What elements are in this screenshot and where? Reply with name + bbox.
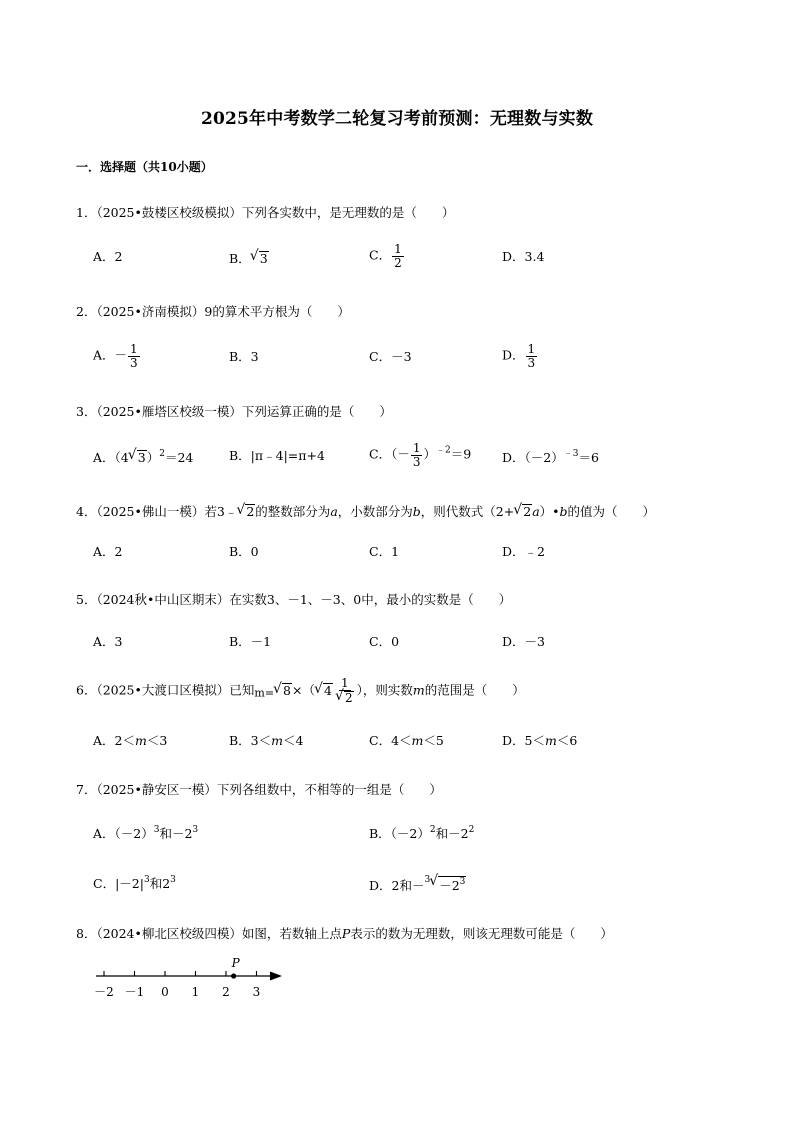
q1-option-d: D．3.4	[502, 249, 545, 264]
q7-option-b: B．$(-2)^2$和$-2^2$	[369, 825, 475, 841]
q3-option-d: D．$(-2)^{﹣3}=6$	[502, 449, 599, 465]
q5-option-b: B．－1	[229, 634, 272, 649]
q7-option-c: C．$|-2|^3$和$2^3$	[93, 875, 176, 891]
q7-option-d: D．2和$-^3√ -2^3$	[369, 876, 466, 893]
q6-option-b: B．3＜m＜4	[229, 733, 304, 748]
q2-option-d: D． $\frac{1}{3}$	[502, 342, 536, 370]
tick-label: 1	[191, 985, 200, 999]
section-heading: 一．选择题（共10小题）	[76, 160, 213, 174]
q1-option-b: B．√ 3	[229, 251, 269, 266]
q2-option-a: A．－ $\frac{1}{3}$	[93, 342, 138, 370]
q5-option-d: D．－3	[502, 634, 545, 649]
question-1-stem: 1．（2025•鼓楼区校级模拟）下列各实数中，是无理数的是（ ）	[76, 205, 455, 220]
sqrt-icon: √ 2	[514, 504, 532, 519]
q7-option-a: A．$(-2)^3$和$-2^3$	[93, 825, 199, 841]
q6-option-c: C．4＜m＜5	[369, 733, 444, 748]
fraction: 1 √ 2	[334, 677, 356, 705]
q1-option-a: A．2	[93, 249, 123, 264]
fraction: $\frac{1}{2}$	[394, 242, 402, 270]
page-title: 2025年中考数学二轮复习考前预测：无理数与实数	[200, 109, 594, 129]
sqrt-icon: √ 2	[237, 504, 255, 519]
tick-label: 0	[161, 985, 169, 999]
sqrt-icon: √ 8	[274, 683, 292, 698]
tick-label: －2	[94, 985, 114, 999]
q6-option-a: A．2＜m＜3	[93, 733, 168, 748]
question-8-stem: 8．（2024•柳北区校级四模）如图，若数轴上点P表示的数为无理数，则该无理数可能是（ ）	[76, 926, 613, 941]
q4-option-a: A．2	[93, 544, 123, 559]
q5-option-c: C．0	[369, 634, 400, 649]
q4-option-d: D．﹣2	[502, 544, 545, 559]
question-7-stem: 7．（2025•静安区一模）下列各组数中，不相等的一组是（ ）	[76, 782, 442, 797]
q2-option-b: B．3	[229, 349, 259, 364]
tick-label: －1	[124, 985, 145, 999]
fraction: $\frac{1}{3}$	[130, 342, 138, 370]
fraction: $\frac{1}{3}$	[527, 342, 536, 370]
q4-option-b: B．0	[229, 544, 259, 559]
tick-label: 2	[222, 985, 230, 999]
question-6-stem: 6．（2025•大渡口区模拟）已知m=√ 8×（√ 4 1 √ 2 ），则实数m的范围是（ ）	[76, 677, 525, 705]
cube-root-icon: √ $-2^3$	[430, 876, 466, 893]
q4-option-c: C．1	[369, 544, 400, 559]
sqrt-icon: √ 3	[251, 251, 269, 266]
question-5-stem: 5．（2024秋•中山区期末）在实数3、－1、－3、0中，最小的实数是（ ）	[76, 592, 512, 607]
question-2-stem: 2．（2025•济南模拟）9的算术平方根为（ ）	[76, 304, 350, 319]
q2-option-c: C．－3	[369, 349, 412, 364]
point-p-label: P	[231, 956, 240, 970]
axis-arrow-icon	[270, 972, 282, 981]
point-p	[231, 973, 236, 978]
sqrt-icon: √ 2	[336, 691, 354, 706]
q1-option-c: C． $\frac{1}{2}$	[369, 242, 402, 270]
number-line-figure	[88, 952, 298, 1004]
sqrt-icon: √ 4	[315, 683, 333, 698]
q3-option-a: A．（4√ 3）$^2$＝24	[93, 450, 193, 465]
tick-label: 3	[252, 985, 261, 999]
q5-option-a: A．3	[93, 634, 123, 649]
q6-option-d: D．5＜m＜6	[502, 733, 578, 748]
q3-option-b: B．|π﹣4|=π+4	[229, 448, 325, 463]
question-3-stem: 3．（2025•雁塔区校级一模）下列运算正确的是（ ）	[76, 404, 392, 419]
question-4-stem: 4．（2025•佛山一模）若3﹣√ 2的整数部分为a，小数部分为b，则代数式（2+√ 2a）•b的值为（ ）	[76, 502, 655, 520]
sqrt-icon: √ 3	[129, 450, 147, 465]
q3-option-c: C．（－ $\frac{1}{3}$ ）$^{﹣2}$＝9	[369, 441, 472, 469]
fraction: $\frac{1}{3}$	[412, 441, 421, 469]
